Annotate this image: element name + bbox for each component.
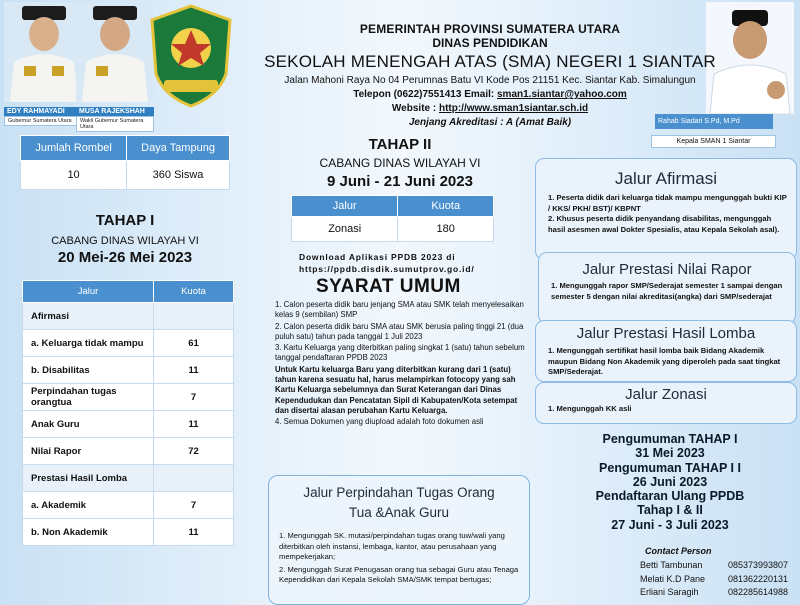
perpindahan-box: [268, 475, 530, 605]
kuota-tahap1-table: [22, 280, 234, 546]
kuota1-jalur: Anak Guru: [23, 411, 154, 438]
governor-photo: [4, 2, 84, 102]
contact-name: Melati K.D Pane: [640, 573, 706, 584]
rombel-header-capacity: Daya Tampung: [127, 136, 230, 161]
tahap2-block: [275, 136, 525, 190]
rombel-capacity: 360 Siswa: [127, 161, 230, 190]
kuota2-jalur: Zonasi: [292, 217, 398, 242]
kuota1-row: [23, 465, 234, 492]
kuota1-value: 7: [154, 384, 234, 411]
vice-governor-portrait: [76, 2, 154, 130]
kuota1-header-kuota: Kuota: [154, 281, 234, 303]
perpindahan-item: 1. Mengunggah SK. mutasi/perpindahan tugas orang tuw/wali yang diterbitkan oleh instansi, lembaga, kantor, atau perusahaan yang mempekerjakan;: [279, 531, 505, 561]
lomba-body: [536, 346, 796, 378]
kuota1-value: 61: [154, 330, 234, 357]
syarat-item: 3. Kartu Keluarga yang diterbitkan paling singkat 1 (satu) tahun sebelum tanggal pendaftaran PPDB 2023: [275, 343, 525, 363]
kuota2-header-jalur: Jalur: [292, 196, 398, 217]
contact-name: Betti Tambunan: [640, 560, 703, 570]
email-link[interactable]: sman1.siantar@yahoo.com: [496, 89, 627, 100]
kuota1-row: [23, 411, 234, 438]
contact-row: [640, 586, 788, 600]
kuota-tahap2-table: [291, 195, 494, 242]
download-info: Download Aplikasi PPDB 2023 di https://ppdb.disdik.sumutprov.go.id/: [299, 252, 475, 274]
tahap1-block: [20, 212, 230, 266]
website-line: [255, 103, 725, 114]
principal-title: Kepala SMAN 1 Siantar: [651, 135, 776, 148]
rapor-item: 1. Mengunggah rapor SMP/Sederajat semester 1 sampai dengan semester 5 dengan nilai akreditasi(angka) dari SMP/sederajat: [551, 281, 783, 301]
kuota1-row: [23, 492, 234, 519]
contact-phone[interactable]: 081362220131: [728, 573, 789, 584]
contact-row: [640, 573, 788, 587]
vice-governor-title: Wakil Gubernur Sumatera Utara: [76, 116, 154, 132]
announcement-line: Pengumuman TAHAP I I: [599, 460, 741, 475]
tahap2-cabang: CABANG DINAS WILAYAH VI: [319, 156, 481, 170]
accreditation: Jenjang Akreditasi : A (Amat Baik): [408, 117, 572, 128]
tahap1-cabang: CABANG DINAS WILAYAH VI: [51, 235, 199, 247]
rapor-box: [538, 252, 796, 324]
rombel-count: 10: [21, 161, 127, 190]
syarat-item: 2. Calon peserta didik baru SMA atau SMK berusia paling tinggi 21 (dua puluh satu) tahun pada tanggal 1 Juli 2023: [275, 321, 524, 341]
zonasi-item: 1. Mengunggah KK asli: [548, 404, 632, 413]
lomba-title: Jalur Prestasi Hasil Lomba: [576, 325, 756, 342]
kuota1-value: [154, 465, 234, 492]
department-line: DINAS PENDIDIKAN: [432, 36, 548, 50]
tahap2-dates: 9 Juni - 21 Juni 2023: [327, 173, 473, 190]
website-link[interactable]: http://www.sman1siantar.sch.id: [438, 103, 589, 114]
syarat-list: [275, 300, 530, 429]
rapor-title: Jalur Prestasi Nilai Rapor: [582, 261, 752, 278]
tahap1-title: TAHAP I: [95, 212, 155, 229]
kuota2-value: 180: [398, 217, 494, 242]
kuota2-header-kuota: Kuota: [398, 196, 494, 217]
syarat-item: 4. Semua Dokumen yang diupload adalah foto dokumen asli: [275, 417, 484, 427]
perpindahan-title: Jalur Perpindahan Tugas Orang Tua &Anak Guru: [303, 485, 495, 520]
school-name: SEKOLAH MENENGAH ATAS (SMA) NEGERI 1 SIANTAR: [264, 52, 716, 71]
afirmasi-item: 1. Peserta didik dari keluarga tidak mampu mengunggah bukti KIP / KKS/ PKH/ BST)/ KBPNT: [548, 193, 787, 213]
syarat-note: Untuk Kartu keluarga Baru yang diterbitkan kurang dari 1 (satu) tahun karena sesuatu hal, harus melampirkan fotocopy yang sah Kartu Keluarga sebelumnya dan Surat Keterangan dari Dinas Kependudukan dan Pencatatan Sipil di Kabupaten/Kota setempat dan disertai alasan perubahan Kartu Keluarga.: [275, 364, 518, 415]
perpindahan-item: 2. Mengunggah Surat Penugasan orang tua sebagai Guru atau Tenaga Kependidikan dari Kepala Sekolah SMA/SMK tempat bertugas;: [279, 564, 519, 584]
zonasi-title: Jalur Zonasi: [625, 386, 707, 403]
governor-title: Gubernur Sumatera Utara: [4, 116, 84, 126]
vice-governor-photo: [76, 2, 154, 102]
phone-text: Telepon (0622)7551413 Email:: [353, 89, 497, 100]
kuota1-value: [154, 303, 234, 330]
school-address: Jalan Mahoni Raya No 04 Perumnas Batu VI Kode Pos 21151 Kec. Siantar Kab. Simalungun: [284, 75, 696, 86]
kuota1-row: [23, 357, 234, 384]
contact-line: [255, 89, 725, 100]
tahap1-dates: 20 Mei-26 Mei 2023: [57, 249, 193, 266]
kuota1-jalur: Nilai Rapor: [23, 438, 154, 465]
website-label: Website :: [391, 103, 439, 114]
principal-name: Rahab Siadari S.Pd, M.Pd: [655, 114, 773, 129]
announcement-block: [575, 432, 765, 532]
province-line: PEMERINTAH PROVINSI SUMATERA UTARA: [359, 22, 621, 36]
province-emblem-logo: [148, 4, 234, 108]
kuota1-value: 7: [154, 492, 234, 519]
contact-phone[interactable]: 082285614988: [728, 587, 789, 597]
afirmasi-title: Jalur Afirmasi: [614, 169, 718, 188]
kuota1-value: 11: [154, 411, 234, 438]
zonasi-box: [535, 382, 797, 424]
contact-list: [640, 559, 788, 600]
kuota1-row: [23, 519, 234, 546]
announcement-line: Pendaftaran Ulang PPDB: [595, 489, 745, 504]
kuota1-row: [23, 303, 234, 330]
rapor-body: [539, 281, 795, 302]
announcement-line: Pengumuman TAHAP I: [602, 432, 738, 446]
kuota1-jalur: Perpindahan tugas orangtua: [23, 384, 154, 411]
kuota1-row: [23, 330, 234, 357]
zonasi-body: [536, 404, 796, 415]
afirmasi-box: [535, 158, 797, 260]
contact-title: Contact Person: [645, 546, 712, 556]
tahap2-title: TAHAP II: [368, 136, 432, 153]
contact-name: Erliani Saragih: [640, 587, 699, 597]
kuota1-value: 72: [154, 438, 234, 465]
kuota1-jalur: Prestasi Hasil Lomba: [23, 465, 154, 492]
afirmasi-body: [536, 193, 796, 235]
afirmasi-item: 2. Khusus peserta didik penyandang disabilitas, mengunggah hasil asesmen awal Dokter Spesialis, atau Kepala Sekolah asal).: [548, 214, 780, 234]
kuota1-row: [23, 438, 234, 465]
lomba-item: 1. Mengunggah sertifikat hasil lomba baik Bidang Akademik maupun Bidang Non Akademik yang diperoleh pada saat tingkat SMP/Sederajat.: [548, 346, 781, 376]
kuota1-jalur: a. Keluarga tidak mampu: [23, 330, 154, 357]
kuota1-jalur: a. Akademik: [23, 492, 154, 519]
governor-name: EDY RAHMAYADI: [4, 107, 84, 116]
kuota1-value: 11: [154, 519, 234, 546]
perpindahan-body: [269, 523, 529, 586]
contact-row: [640, 559, 788, 573]
announcement-line: 31 Mei 2023: [635, 446, 705, 461]
rombel-table: [20, 135, 230, 190]
announcement-line: 27 Juni - 3 Juli 2023: [611, 517, 729, 532]
letterhead: [255, 22, 725, 128]
announcement-line: Tahap I & II: [637, 503, 703, 518]
lomba-box: [535, 320, 797, 382]
vice-governor-name: MUSA RAJEKSHAH: [76, 107, 154, 116]
announcement-line: 26 Juni 2023: [632, 474, 708, 489]
kuota1-row: [23, 384, 234, 411]
governor-portrait: [4, 2, 84, 124]
kuota1-value: 11: [154, 357, 234, 384]
kuota1-jalur: Afirmasi: [23, 303, 154, 330]
syarat-item: 1. Calon peserta didik baru jenjang SMA atau SMK telah menyelesaikan kelas 9 (sembilan) SMP: [275, 300, 524, 320]
kuota1-jalur: b. Non Akademik: [23, 519, 154, 546]
contact-phone[interactable]: 085373993807: [728, 560, 789, 570]
rombel-header-count: Jumlah Rombel: [21, 136, 127, 161]
syarat-title: SYARAT UMUM: [316, 276, 461, 297]
kuota1-header-jalur: Jalur: [23, 281, 154, 303]
kuota1-jalur: b. Disabilitas: [23, 357, 154, 384]
